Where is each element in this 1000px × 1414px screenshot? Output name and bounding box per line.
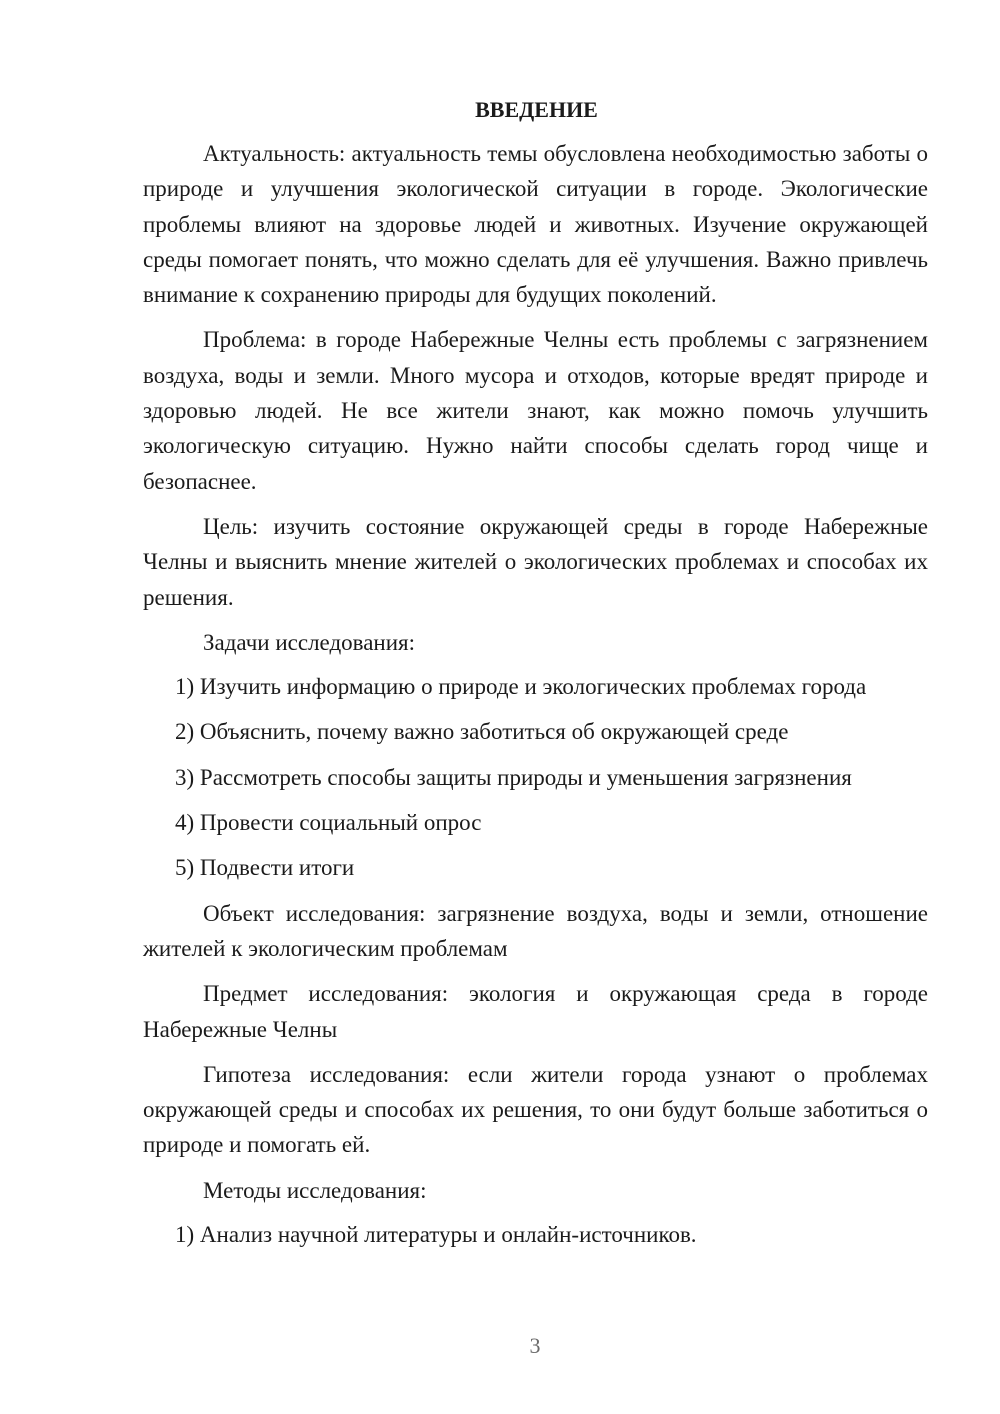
problem-paragraph: Проблема: в городе Набережные Челны есть проблемы с загрязнением воздуха, воды и земли. Много мусора и отходов, которые вредят природе и здоровью людей. Не все жители знают, как можно помочь улучшить экологическую ситуацию. Нужно найти способы сделать город чище и безопаснее. (143, 327, 928, 494)
subject-paragraph: Предмет исследования: экология и окружающая среда в городе Набережные Челны (143, 981, 928, 1042)
list-item-task-3: 3) Рассмотреть способы защиты природы и уменьшения загрязнения (175, 764, 852, 790)
list-item-task-2: 2) Объяснить, почему важно заботиться об окружающей среде (175, 719, 789, 745)
methods-heading: Методы исследования: (203, 1177, 427, 1203)
tasks-heading: Задачи исследования: (203, 629, 416, 655)
hypothesis-paragraph: Гипотеза исследования: если жители города узнают о проблемах окружающей среды и способах их решения, то они будут больше заботиться о природе и помогать ей. (143, 1061, 928, 1158)
list-item-method-1: 1) Анализ научной литературы и онлайн-источников. (175, 1222, 697, 1248)
relevance-paragraph: Актуальность: актуальность темы обусловлена необходимостью заботы о природе и улучшения экологической ситуации в городе. Экологические проблемы влияют на здоровье людей и животных. Изучение окружающей среды помогает понять, что можно сделать для её улучшения. Важно привлечь внимание к сохранению природы для будущих поколений. (143, 141, 928, 308)
page-title: ВВЕДЕНИЕ (475, 97, 598, 122)
page-number: 3 (529, 1333, 541, 1358)
object-paragraph: Объект исследования: загрязнение воздуха, воды и земли, отношение жителей к экологическим проблемам (143, 900, 928, 961)
document-body (143, 92, 928, 1252)
list-item-task-1: 1) Изучить информацию о природе и экологических проблемах города (175, 674, 867, 700)
list-item-task-5: 5) Подвести итоги (175, 855, 355, 881)
goal-paragraph: Цель: изучить состояние окружающей среды в городе Набережные Челны и выяснить мнение жителей о экологических проблемах и способах их решения. (143, 513, 928, 610)
list-item-task-4: 4) Провести социальный опрос (175, 810, 482, 836)
